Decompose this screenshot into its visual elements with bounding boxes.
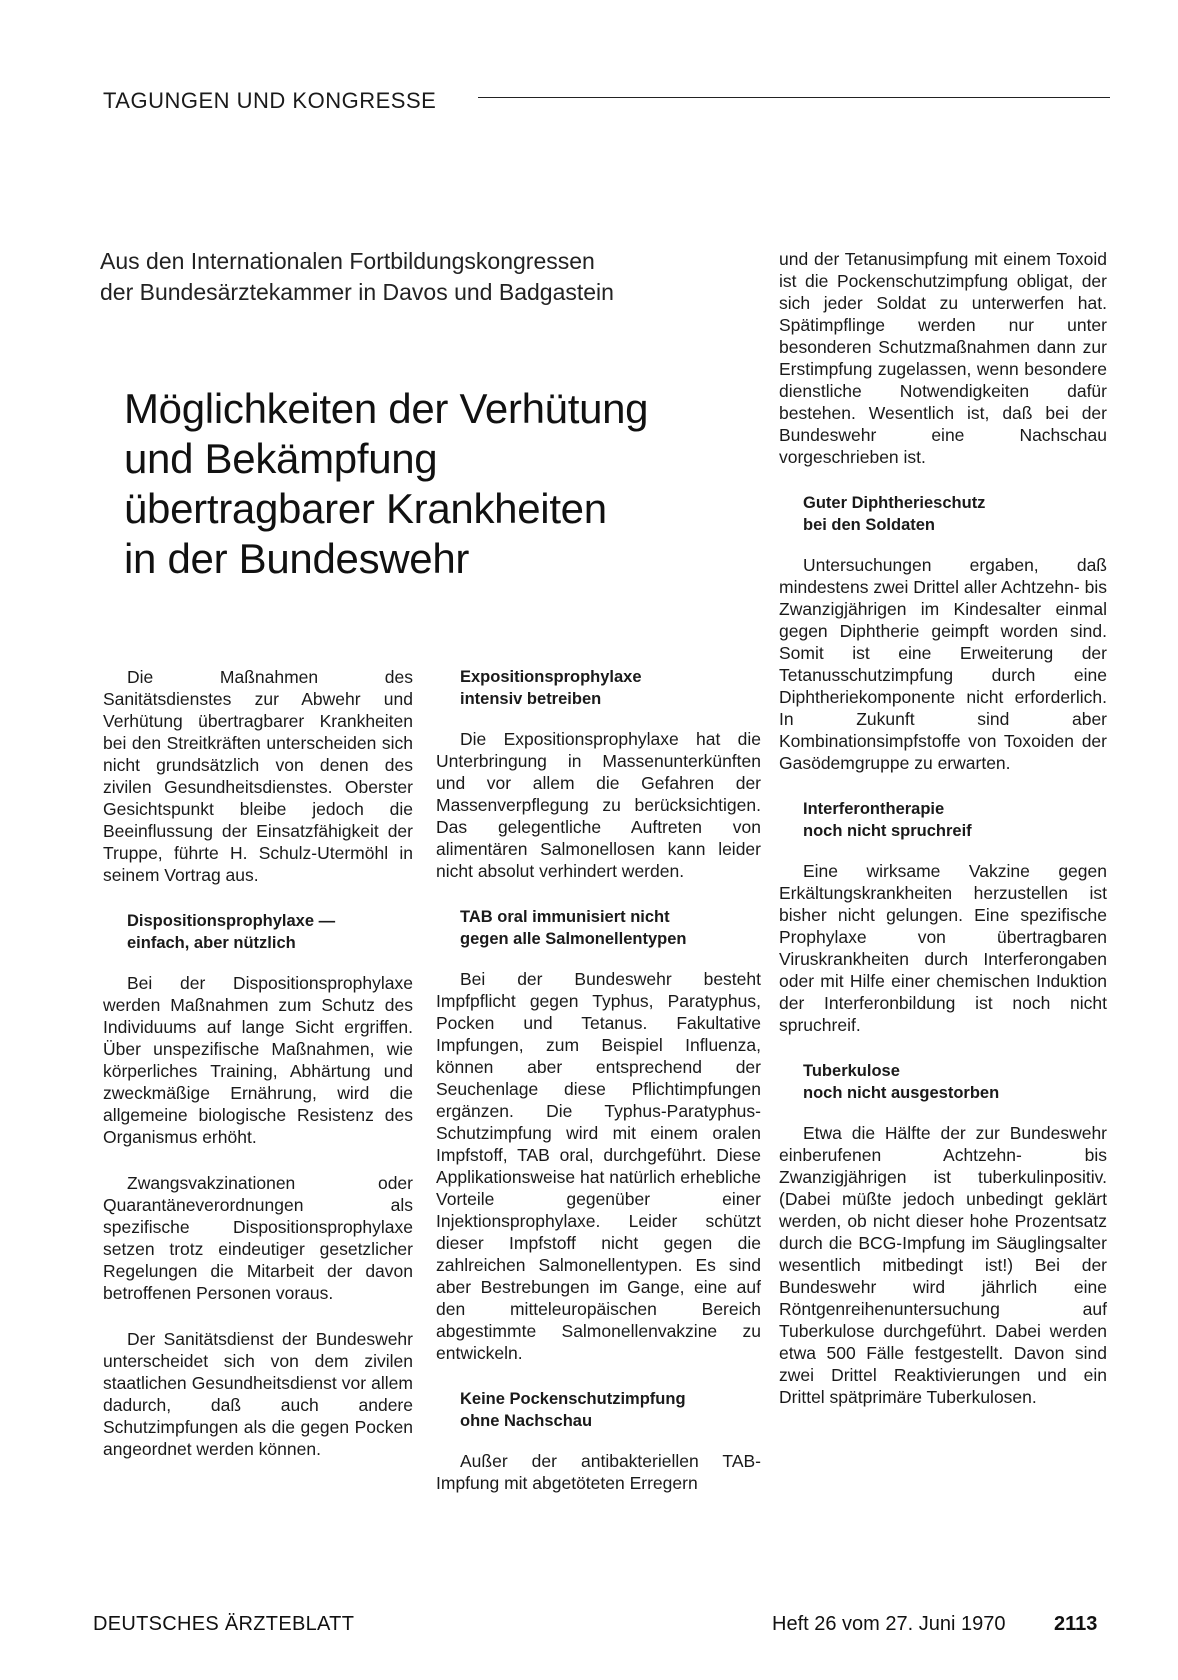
paragraph: Außer der antibakteriellen TAB-Impfung mit abgetöteten Erregern bbox=[436, 1451, 761, 1493]
subheading-line: gegen alle Salmonellentypen bbox=[460, 930, 687, 948]
subheading bbox=[127, 910, 413, 954]
paragraph: Eine wirksame Vakzine gegen Erkältungskrankheiten herzustellen ist bisher nicht gelungen. Eine spezifische Prophylaxe von übertragbaren Viruskrankheiten durch Interferongaben oder mit Hilfe einer chemischen Induktion der Interferonbildung ist noch nicht spruchreif. bbox=[779, 861, 1107, 1035]
paragraph: Der Sanitätsdienst der Bundeswehr unterscheidet sich von dem zivilen staatlichen Gesundheitsdienst vor allem dadurch, daß auch andere Schutzimpfungen als die gegen Pocken angeordnet werden können. bbox=[103, 1329, 413, 1459]
subheading bbox=[803, 492, 1107, 536]
subheading bbox=[460, 666, 761, 710]
paragraph: und der Tetanusimpfung mit einem Toxoid ist die Pockenschutzimpfung obligat, der sich jeder Soldat zu unterwerfen hat. Spätimpflinge werden nur unter besonderen Schutzmaßnahmen dann zur Erstimpfung zugelassen, wenn besondere dienstliche Notwendigkeiten dafür bestehen. Wesentlich ist, daß bei der Bundeswehr eine Nachschau vorgeschrieben ist. bbox=[779, 249, 1107, 467]
section-header: TAGUNGEN UND KONGRESSE bbox=[103, 88, 437, 113]
subheading-line: Interferontherapie bbox=[803, 800, 945, 818]
title-line: Möglichkeiten der Verhütung bbox=[124, 385, 649, 432]
paragraph: Etwa die Hälfte der zur Bundeswehr einberufenen Achtzehn- bis Zwanzigjährigen ist tuberkulinpositiv. (Dabei müßte jedoch unbedingt geklärt werden, ob nicht dieser hohe Prozentsatz durch die BCG-Impfung im Säuglingsalter wesentlich mitbedingt ist!) Bei der Bundeswehr wird jährlich eine Röntgenreihenuntersuchung auf Tuberkulose durchgeführt. Dabei werden etwa 500 Fälle festgestellt. Davon sind zwei Drittel Reaktivierungen und ein Drittel spätprimäre Tuberkulosen. bbox=[779, 1123, 1107, 1407]
paragraph: Die Expositionsprophylaxe hat die Unterbringung in Massenunterkünften und vor allem die Gefahren der Massenverpflegung zu berücksichtigen. Das gelegentliche Auftreten von alimentären Salmonellosen kann leider nicht absolut verhindert werden. bbox=[436, 729, 761, 881]
footer-journal: DEUTSCHES ÄRZTEBLATT bbox=[93, 1613, 355, 1635]
kicker-line: Aus den Internationalen Fortbildungskongressen bbox=[100, 248, 595, 274]
column-3 bbox=[779, 248, 1107, 1432]
footer-issue: Heft 26 vom 27. Juni 1970 bbox=[772, 1613, 1006, 1635]
title-line: übertragbarer Krankheiten bbox=[124, 485, 607, 532]
title-line: in der Bundeswehr bbox=[124, 535, 470, 582]
subheading-line: ohne Nachschau bbox=[460, 1412, 593, 1430]
paragraph: Zwangsvakzinationen oder Quarantäneverordnungen als spezifische Dispositionsprophylaxe setzen trotz eindeutiger gesetzlicher Regelungen die Mitarbeit der davon betroffenen Personen voraus. bbox=[103, 1173, 413, 1303]
column-2 bbox=[436, 666, 761, 1518]
article-title bbox=[124, 384, 714, 584]
subheading-line: Expositionsprophylaxe bbox=[460, 668, 642, 686]
paragraph: Untersuchungen ergaben, daß mindestens zwei Drittel aller Achtzehn- bis Zwanzigjährigen im Kindesalter einmal gegen Diphtherie geimpft worden sind. Somit ist eine Erweiterung der Tetanusschutzimpfung durch eine Diphtheriekomponente nicht erforderlich. In Zukunft sind aber Kombinationsimpfstoffe von Toxoiden der Gasödemgruppe zu erwarten. bbox=[779, 555, 1107, 773]
subheading bbox=[803, 798, 1107, 842]
subheading bbox=[803, 1060, 1107, 1104]
subheading bbox=[460, 906, 761, 950]
kicker bbox=[100, 246, 720, 308]
subheading-line: TAB oral immunisiert nicht bbox=[460, 908, 670, 926]
subheading-line: Keine Pockenschutzimpfung bbox=[460, 1390, 686, 1408]
subheading-line: Guter Diphtherieschutz bbox=[803, 494, 986, 512]
title-line: und Bekämpfung bbox=[124, 435, 438, 482]
subheading-line: Dispositionsprophylaxe — bbox=[127, 912, 336, 930]
page-number: 2113 bbox=[1054, 1613, 1098, 1635]
header-rule bbox=[478, 97, 1110, 98]
subheading bbox=[460, 1388, 761, 1432]
kicker-line: der Bundesärztekammer in Davos und Badgastein bbox=[100, 279, 614, 305]
column-1 bbox=[103, 666, 413, 1484]
subheading-line: bei den Soldaten bbox=[803, 516, 936, 534]
intro-paragraph: Die Maßnahmen des Sanitätsdienstes zur Abwehr und Verhütung übertragbarer Krankheiten bei den Streitkräften unterscheiden sich nicht grundsätzlich von denen des zivilen Gesundheitsdienstes. Oberster Gesichtspunkt bleibe jedoch die Beeinflussung der Einsatzfähigkeit der Truppe, führte H. Schulz-Utermöhl in seinem Vortrag aus. bbox=[103, 667, 413, 885]
paragraph: Bei der Bundeswehr besteht Impfpflicht gegen Typhus, Paratyphus, Pocken und Tetanus. Fakultative Impfungen, zum Beispiel Influenza, können aber entsprechend der Seuchenlage diese Pflichtimpfungen ergänzen. Die Typhus-Paratyphus-Schutzimpfung wird mit einem oralen Impfstoff, TAB oral, durchgeführt. Diese Applikationsweise hat natürlich erhebliche Vorteile gegenüber einer Injektionsprophylaxe. Leider schützt dieser Impfstoff nicht gegen die zahlreichen Salmonellentypen. Es sind aber Bestrebungen im Gange, eine auf den mitteleuropäischen Bereich abgestimmte Salmonellenvakzine zu entwickeln. bbox=[436, 969, 761, 1363]
subheading-line: noch nicht spruchreif bbox=[803, 822, 972, 840]
paragraph: Bei der Dispositionsprophylaxe werden Maßnahmen zum Schutz des Individuums auf lange Sicht ergriffen. Über unspezifische Maßnahmen, wie körperliches Training, Abhärtung und zweckmäßige Ernährung, wird die allgemeine biologische Resistenz des Organismus erhöht. bbox=[103, 973, 413, 1147]
subheading-line: Tuberkulose bbox=[803, 1062, 900, 1080]
subheading-line: intensiv betreiben bbox=[460, 690, 602, 708]
subheading-line: einfach, aber nützlich bbox=[127, 934, 296, 952]
subheading-line: noch nicht ausgestorben bbox=[803, 1084, 1000, 1102]
